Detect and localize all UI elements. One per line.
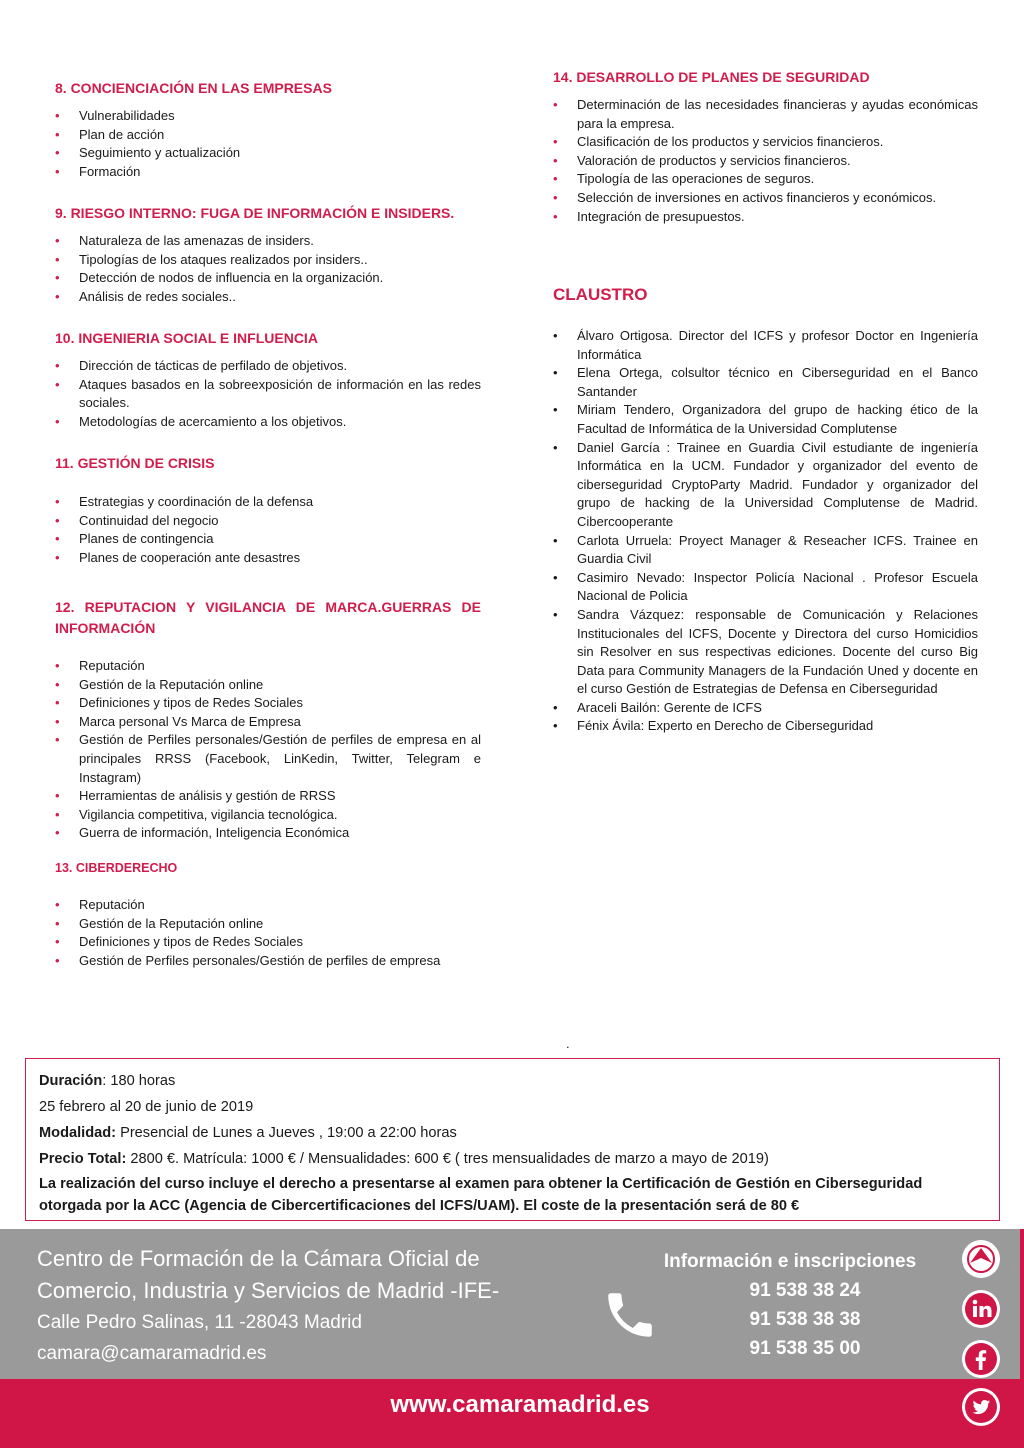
list-item: • Vigilancia competitiva, vigilancia tecnológica. xyxy=(55,806,481,825)
fechas-line: 25 febrero al 20 de junio de 2019 xyxy=(39,1099,254,1115)
modalidad-label: Modalidad: xyxy=(39,1125,117,1141)
list-item: • Estrategias y coordinación de la defensa xyxy=(55,493,481,512)
section-14-title: 14. DESARROLLO DE PLANES DE SEGURIDAD xyxy=(553,69,870,85)
precio-label: Precio Total: xyxy=(39,1151,127,1167)
phone-number-1[interactable]: 91 538 38 24 xyxy=(749,1280,861,1301)
section-9-title: 9. RIESGO INTERNO: FUGA DE INFORMACIÓN E INSIDERS. xyxy=(55,205,455,221)
list-item: • Clasificación de los productos y servicios financieros. xyxy=(553,133,978,152)
claustro-list xyxy=(553,327,978,736)
list-item: • Casimiro Nevado: Inspector Policía Nacional . Profesor Escuela Nacional de Policia xyxy=(553,569,978,606)
facebook-icon[interactable] xyxy=(962,1340,1000,1378)
org-name-line1: Centro de Formación de la Cámara Oficial de xyxy=(37,1246,480,1271)
section-9-list xyxy=(55,232,481,306)
list-item: • Definiciones y tipos de Redes Sociales xyxy=(55,933,481,952)
list-item: • Marca personal Vs Marca de Empresa xyxy=(55,713,481,732)
section-12-list xyxy=(55,657,481,843)
list-item: • Naturaleza de las amenazas de insiders. xyxy=(55,232,481,251)
separator-dot: . xyxy=(566,1036,570,1051)
list-item: • Elena Ortega, colsultor técnico en Ciberseguridad en el Banco Santander xyxy=(553,364,978,401)
list-item: • Ataques basados en la sobreexposición de información en las redes sociales. xyxy=(55,376,481,413)
list-item: • Continuidad del negocio xyxy=(55,512,481,531)
list-item: • Integración de presupuestos. xyxy=(553,208,978,227)
org-name-line2: Comercio, Industria y Servicios de Madrid -IFE- xyxy=(37,1278,500,1303)
list-item: • Tipología de las operaciones de seguros. xyxy=(553,170,978,189)
section-10-title: 10. INGENIERIA SOCIAL E INFLUENCIA xyxy=(55,330,318,346)
list-item: • Planes de cooperación ante desastres xyxy=(55,549,481,568)
course-info-box xyxy=(25,1058,1000,1221)
list-item: • Análisis de redes sociales.. xyxy=(55,288,481,307)
section-8 xyxy=(55,78,481,181)
info-title: Información e inscripciones xyxy=(663,1251,917,1272)
section-12-title: 12. REPUTACION Y VIGILANCIA DE MARCA.GUERRAS DE INFORMACIÓN xyxy=(55,599,481,636)
list-item: • Tipologías de los ataques realizados por insiders.. xyxy=(55,251,481,270)
list-item: • Gestión de la Reputación online xyxy=(55,915,481,934)
duracion-value: : 180 horas xyxy=(102,1073,176,1089)
list-item: • Definiciones y tipos de Redes Sociales xyxy=(55,694,481,713)
list-item: • Gestión de la Reputación online xyxy=(55,676,481,695)
claustro-section xyxy=(553,284,978,736)
list-item: • Vulnerabilidades xyxy=(55,107,481,126)
precio-value: 2800 €. Matrícula: 1000 € / Mensualidades: 600 € ( tres mensualidades de marzo a mayo de 2019) xyxy=(126,1151,769,1167)
section-11-title: 11. GESTIÓN DE CRISIS xyxy=(55,455,215,471)
phone-icon xyxy=(601,1285,659,1345)
list-item: • Dirección de tácticas de perfilado de objetivos. xyxy=(55,357,481,376)
phone-number-2[interactable]: 91 538 38 38 xyxy=(749,1309,861,1330)
section-9 xyxy=(55,203,481,306)
org-email[interactable]: camara@camaramadrid.es xyxy=(37,1343,267,1364)
modalidad-line xyxy=(39,1120,986,1146)
section-8-list xyxy=(55,107,481,181)
list-item: • Detección de nodos de influencia en la organización. xyxy=(55,269,481,288)
list-item: • Araceli Bailón: Gerente de ICFS xyxy=(553,699,978,718)
list-item: • Seguimiento y actualización xyxy=(55,144,481,163)
list-item: • Valoración de productos y servicios financieros. xyxy=(553,152,978,171)
modalidad-value: Presencial de Lunes a Jueves , 19:00 a 22:00 horas xyxy=(116,1125,457,1141)
section-13 xyxy=(55,858,481,970)
twitter-icon[interactable] xyxy=(962,1388,1000,1426)
org-address: Calle Pedro Salinas, 11 -28043 Madrid xyxy=(37,1312,362,1333)
duracion-label: Duración xyxy=(39,1073,103,1089)
section-14 xyxy=(553,67,978,226)
duracion-line xyxy=(39,1068,986,1094)
footer-accent-stripe xyxy=(1020,1229,1024,1448)
list-item: • Guerra de información, Inteligencia Económica xyxy=(55,824,481,843)
list-item: • Gestión de Perfiles personales/Gestión de perfiles de empresa xyxy=(55,952,481,971)
section-14-list xyxy=(553,96,978,226)
list-item: • Carlota Urruela: Proyect Manager & Reseacher ICFS. Trainee en Guardia Civil xyxy=(553,532,978,569)
list-item: • Metodologías de acercamiento a los objetivos. xyxy=(55,413,481,432)
organization-info xyxy=(37,1243,597,1369)
section-8-title: 8. CONCIENCIACIÓN EN LAS EMPRESAS xyxy=(55,80,332,96)
list-item: • Sandra Vázquez: responsable de Comunicación y Relaciones Institucionales del ICFS, Docente y Directora del curso Homicidios sin Resolver en sus respectivas ediciones. Docente del curso Big Data para Community Managers de la Fundación Uned y docente en el curso Gestión de Estrategias de Defensa en Ciberseguridad xyxy=(553,606,978,699)
phone-number-3[interactable]: 91 538 35 00 xyxy=(749,1338,861,1359)
certificacion-note: La realización del curso incluye el derecho a presentarse al examen para obtener la Certificación de Gestión en Ciberseguridad otorgada por la ACC (Agencia de Cibercertificaciones del ICFS/UAM). El coste de la presentación será de 80 € xyxy=(39,1176,923,1214)
precio-line xyxy=(39,1146,986,1172)
camara-logo-icon[interactable] xyxy=(962,1240,1000,1278)
list-item: • Herramientas de análisis y gestión de RRSS xyxy=(55,787,481,806)
website-link[interactable]: www.camaramadrid.es xyxy=(390,1391,650,1418)
list-item: • Plan de acción xyxy=(55,126,481,145)
section-13-title: 13. CIBERDERECHO xyxy=(55,861,178,875)
list-item: • Selección de inversiones en activos financieros y económicos. xyxy=(553,189,978,208)
section-10 xyxy=(55,328,481,431)
claustro-title: CLAUSTRO xyxy=(553,285,648,304)
section-13-list xyxy=(55,896,481,970)
list-item: • Daniel García : Trainee en Guardia Civil estudiante de ingeniería Informática en la UCM. Fundador y organizador del evento de ciberseguridad CryptoParty Madrid. Fundador y organizador del grupo de hacking de la Universidad Complutense de Madrid. Cibercooperante xyxy=(553,439,978,532)
list-item: • Formación xyxy=(55,163,481,182)
section-10-list xyxy=(55,357,481,431)
list-item: • Reputación xyxy=(55,657,481,676)
section-12 xyxy=(55,597,481,843)
list-item: • Planes de contingencia xyxy=(55,530,481,549)
list-item: • Reputación xyxy=(55,896,481,915)
list-item: • Determinación de las necesidades financieras y ayudas económicas para la empresa. xyxy=(553,96,978,133)
section-11-list xyxy=(55,493,481,567)
linkedin-icon[interactable] xyxy=(962,1290,1000,1328)
list-item: • Fénix Ávila: Experto en Derecho de Ciberseguridad xyxy=(553,717,978,736)
section-11 xyxy=(55,453,481,567)
list-item: • Álvaro Ortigosa. Director del ICFS y profesor Doctor en Ingeniería Informática xyxy=(553,327,978,364)
list-item: • Miriam Tendero, Organizadora del grupo de hacking ético de la Facultad de Informática de la Universidad Complutense xyxy=(553,401,978,438)
list-item: • Gestión de Perfiles personales/Gestión de perfiles de empresa en al principales RRSS (Facebook, LinKedin, Twitter, Telegram e Instagram) xyxy=(55,731,481,787)
